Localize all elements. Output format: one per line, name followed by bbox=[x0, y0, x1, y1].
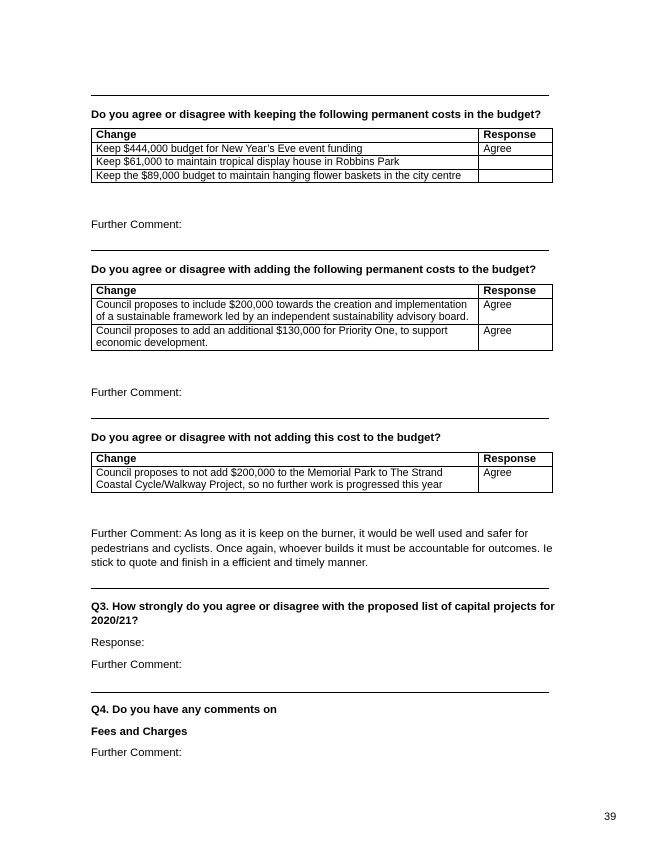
divider bbox=[91, 692, 549, 693]
change-cell: Council proposes to not add $200,000 to the Memorial Park to The Strand Coastal Cycle/Walkway Project, so no further work is progressed this year bbox=[92, 466, 479, 492]
further-comment: Further Comment: bbox=[91, 219, 182, 231]
further-comment: Further Comment: As long as it is keep on the burner, it would be well used and safer for pedestrians and cyclists. Once again, whoever builds it must be accountable for outcomes. Ie stick to quote and finish in a efficient and timely manner. bbox=[91, 528, 553, 569]
response-cell bbox=[479, 156, 553, 170]
column-header-change: Change bbox=[92, 129, 479, 143]
table-header-row bbox=[92, 453, 553, 467]
response-cell: Agree bbox=[479, 298, 553, 324]
column-header-change: Change bbox=[92, 453, 479, 467]
response-cell bbox=[479, 169, 553, 183]
further-comment: Further Comment: bbox=[91, 659, 182, 671]
divider bbox=[91, 95, 549, 96]
table-header-row bbox=[92, 129, 553, 143]
table-row bbox=[92, 156, 553, 170]
change-cell: Keep $444,000 budget for New Year’s Eve event funding bbox=[92, 142, 479, 156]
keep-costs-table bbox=[91, 128, 553, 183]
page-number: 39 bbox=[604, 811, 617, 823]
divider bbox=[91, 418, 549, 419]
column-header-response: Response bbox=[479, 453, 553, 467]
change-cell: Council proposes to include $200,000 towards the creation and implementation of a sustainable framework led by an independent sustainability advisory board. bbox=[92, 298, 479, 324]
question-keep-costs: Do you agree or disagree with keeping the following permanent costs in the budget? bbox=[91, 109, 542, 121]
change-cell: Council proposes to add an additional $130,000 for Priority One, to support economic development. bbox=[92, 324, 479, 350]
table-header-row bbox=[92, 285, 553, 299]
change-cell: Keep the $89,000 budget to maintain hanging flower baskets in the city centre bbox=[92, 169, 479, 183]
add-costs-table bbox=[91, 284, 553, 351]
not-add-cost-table bbox=[91, 452, 553, 493]
table-row bbox=[92, 142, 553, 156]
response-cell: Agree bbox=[479, 324, 553, 350]
table-row bbox=[92, 466, 553, 492]
table-row bbox=[92, 324, 553, 350]
table-row bbox=[92, 169, 553, 183]
fees-and-charges-heading: Fees and Charges bbox=[91, 726, 188, 738]
response-cell: Agree bbox=[479, 142, 553, 156]
column-header-response: Response bbox=[479, 285, 553, 299]
divider bbox=[91, 588, 549, 589]
further-comment: Further Comment: bbox=[91, 387, 182, 399]
response-label: Response: bbox=[91, 637, 145, 649]
table-row bbox=[92, 298, 553, 324]
response-cell: Agree bbox=[479, 466, 553, 492]
column-header-response: Response bbox=[479, 129, 553, 143]
question-add-costs: Do you agree or disagree with adding the following permanent costs to the budget? bbox=[91, 264, 537, 276]
divider bbox=[91, 250, 549, 251]
change-cell: Keep $61,000 to maintain tropical display house in Robbins Park bbox=[92, 156, 479, 170]
question-q3-capital-projects: Q3. How strongly do you agree or disagree with the proposed list of capital projects for 2020/21? bbox=[91, 601, 555, 627]
further-comment: Further Comment: bbox=[91, 747, 182, 759]
question-q4-comments: Q4. Do you have any comments on bbox=[91, 704, 277, 716]
question-not-add-cost: Do you agree or disagree with not adding this cost to the budget? bbox=[91, 432, 441, 444]
column-header-change: Change bbox=[92, 285, 479, 299]
